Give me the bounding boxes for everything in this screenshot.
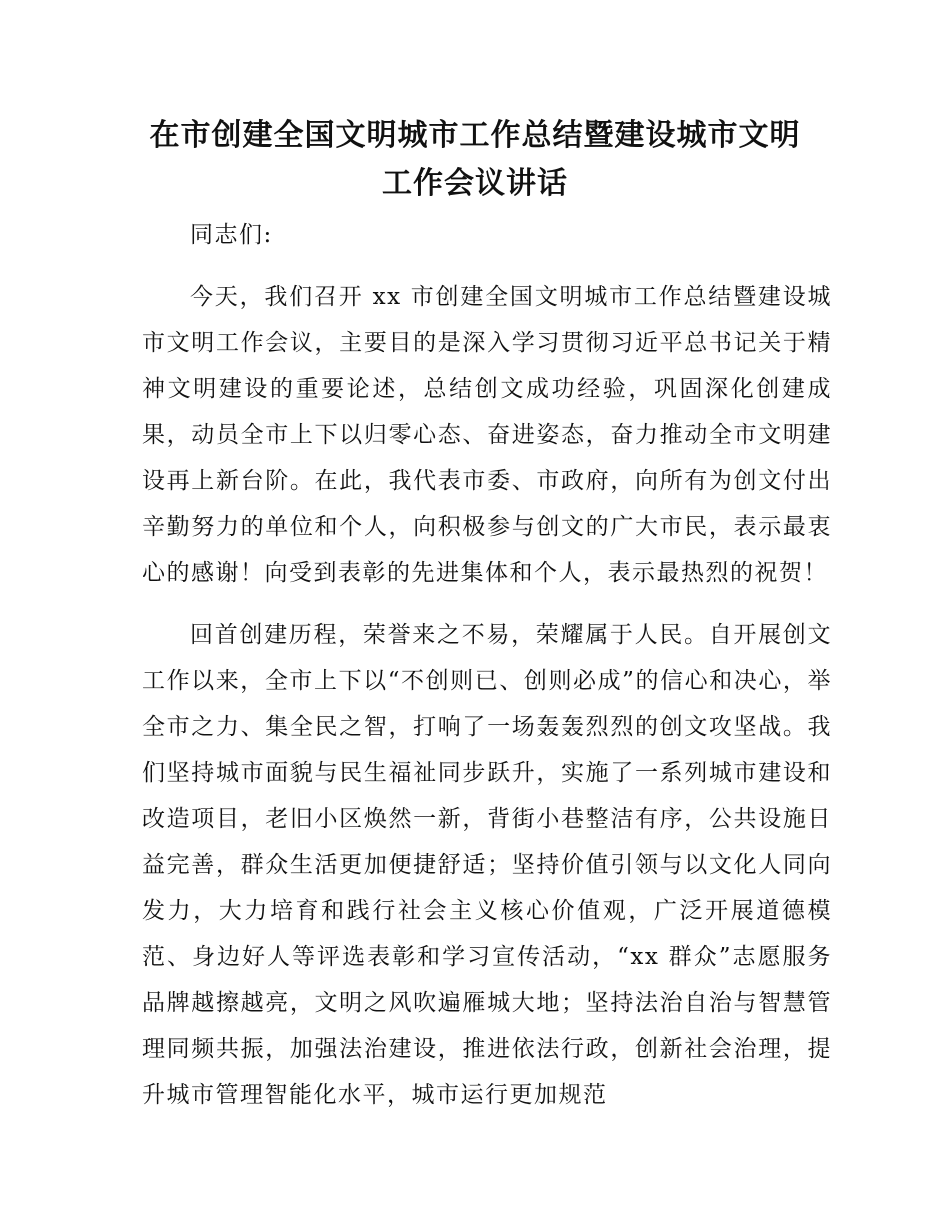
paragraph-1: 今天，我们召开 xx 市创建全国文明城市工作总结暨建设城市文明工作会议，主要目的是深入学习贯彻习近平总书记关于精神文明建设的重要论述，总结创文成功经验，巩固深化创建成果，动员全市上下以归零心态、奋进姿态，奋力推动全市文明建设再上新台阶。在此，我代表市委、市政府，向所有为创文付出辛勤努力的单位和个人，向积极参与创文的广大市民，表示最衷心的感谢！向受到表彰的先进集体和个人，表示最热烈的祝贺！: [142, 284, 832, 586]
document-body: [142, 212, 832, 1134]
document-title: 在市创建全国文明城市工作总结暨建设城市文明工作会议讲话: [149, 118, 801, 201]
paragraph-2: 回首创建历程，荣誉来之不易，荣耀属于人民。自开展创文工作以来，全市上下以“不创则已、创则必成”的信心和决心，举全市之力、集全民之智，打响了一场轰轰烈烈的创文攻坚战。我们坚持城市面貌与民生福祉同步跃升，实施了一系列城市建设和改造项目，老旧小区焕然一新，背街小巷整洁有序，公共设施日益完善，群众生活更加便捷舒适；坚持价值引领与以文化人同向发力，大力培育和践行社会主义核心价值观，广泛开展道德模范、身边好人等评选表彰和学习宣传活动，“xx 群众”志愿服务品牌越擦越亮，文明之风吹遍雁城大地；坚持法治自治与智慧管理同频共振，加强法治建设，推进依法行政，创新社会治理，提升城市管理智能化水平，城市运行更加规范: [142, 622, 832, 1108]
salutation: 同志们:: [190, 222, 273, 248]
